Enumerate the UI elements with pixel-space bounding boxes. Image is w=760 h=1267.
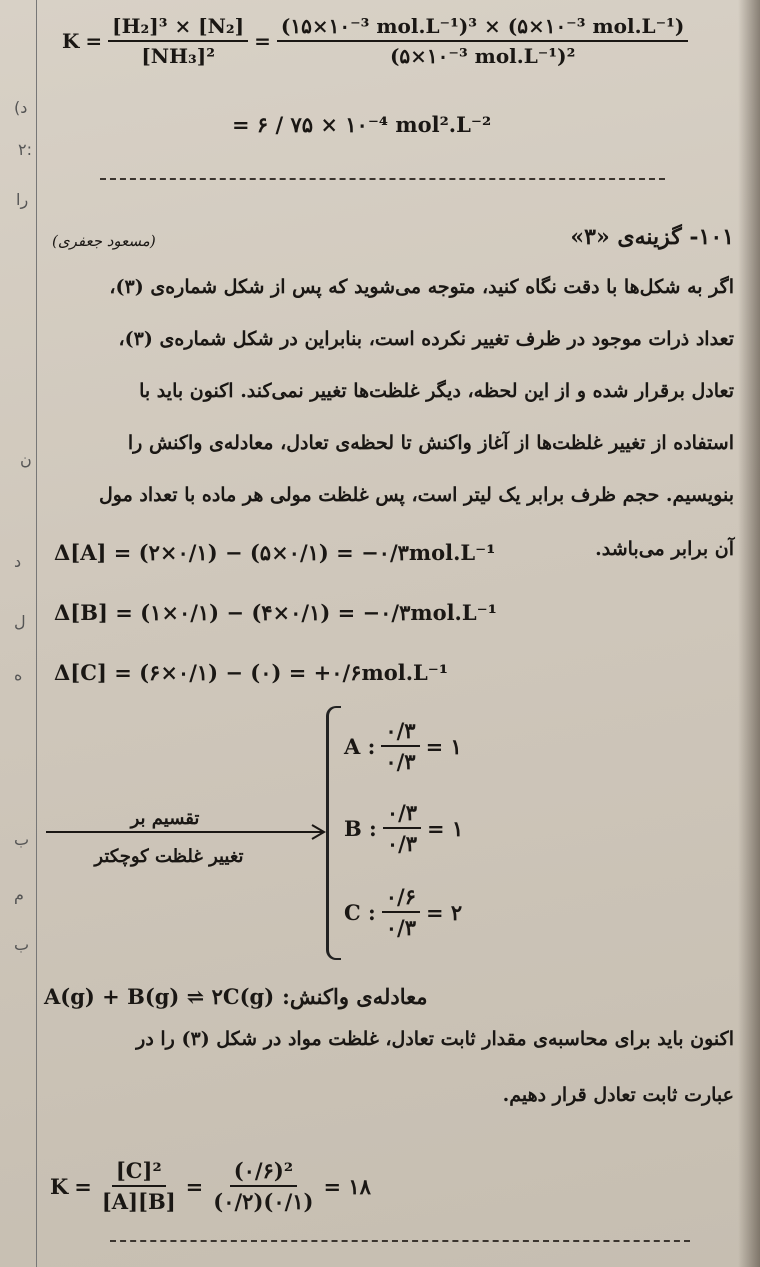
reaction-equation: A(g) + B(g) ⇌ ۲C(g) [44,984,275,1009]
fraction-numerator: [H₂]³ × [N₂] [108,14,248,42]
fraction-numerator: (۰/۶)² [230,1158,297,1187]
dashed-divider [100,178,665,180]
fraction-numerator: ۰/۶ [382,884,420,913]
fraction-values [277,14,688,68]
ratio-result: = ۲ [426,899,463,925]
margin-mark: ه [14,665,23,684]
k-symbol: K [62,29,80,53]
fraction-denominator: [A][B] [101,1189,176,1214]
k-symbol: K [50,1173,69,1199]
margin-mark: ن [20,450,32,469]
reaction-label: معادله‌ی واکنش: [282,984,428,1009]
fraction-concentrations [108,14,248,68]
equilibrium-constant-equation-1: K = $\frac{\text{[H₂]³ × [N₂]}}{\text{[NH₃]²}}$ = $\frac{\text{(۱۵×۱۰⁻³ mol.L⁻¹)³ × (۵×۱۰⁻³ mol.L⁻¹)}}{\text{(۵×۱۰⁻³ mol.L⁻¹)²}}$ [62,14,688,68]
arrow-caption-bottom: تغییر غلظت کوچکتر [94,846,244,867]
author-credit: (مسعود جعفری) [52,232,156,250]
equilibrium-constant-equation-2: K = $\frac{\text{[C]²}}{[A][B]}$ = $\frac{\text{(۰/۶)²}}{(۰/۲)(۰/۱)}$ = ۱۸ [50,1158,371,1214]
arrow-caption-top: تقسیم بر [130,808,200,829]
fraction-denominator: ۰/۳ [385,749,416,774]
k-final-result: = ۱۸ [323,1173,371,1199]
margin-mark: ل [14,612,26,631]
margin-mark: م [14,885,24,904]
margin-mark: ۲: [18,140,32,159]
paragraph-line: اگر به شکل‌ها با دقت نگاه کنید، متوجه می‌شوید که پس از شکل شماره‌ی (۳)، [109,276,734,298]
paragraph-line: آن برابر می‌باشد. [595,538,734,560]
delta-c-equation: Δ[C] = (۶×۰/۱) − (۰) = +۰/۶mol.L⁻¹ [54,660,449,685]
left-brace [326,706,341,960]
margin-mark: ب [14,935,30,954]
page-edge-shadow [738,0,760,1267]
delta-a-equation: Δ[A] = (۲×۰/۱) − (۵×۰/۱) = −۰/۳mol.L⁻¹ [54,540,496,565]
paragraph-line: بنویسیم. حجم ظرف برابر یک لیتر است، پس غلظت مولی هر ماده با تعداد مول [99,484,734,506]
margin-mark: را [16,190,29,209]
fraction-numerator: ۰/۳ [383,800,421,829]
margin-mark: (د [14,98,28,117]
dashed-divider [110,1240,690,1242]
species-label: C : [344,899,376,925]
closing-line: عبارت ثابت تعادل قرار دهیم. [502,1084,734,1106]
fraction-numerator: ۰/۳ [381,718,419,747]
fraction-numerator: (۱۵×۱۰⁻³ mol.L⁻¹)³ × (۵×۱۰⁻³ mol.L⁻¹) [277,14,688,42]
ratio-row-a [344,718,462,774]
paragraph-line: تعداد ذرات موجود در ظرف تغییر نکرده است، بنابراین در شکل شماره‌ی (۳)، [118,328,734,350]
right-arrow-icon [44,822,330,842]
species-label: B : [344,815,377,841]
reaction-equation-line [44,984,428,1009]
fraction-numerator: [C]² [112,1158,166,1187]
fraction-denominator: (۵×۱۰⁻³ mol.L⁻¹)² [389,44,576,68]
paragraph-line: تعادل برقرار شده و از این لحظه، دیگر غلظت‌ها تغییر نمی‌کند. اکنون باید با [139,380,734,402]
column-rule [36,0,37,1267]
fraction-denominator: ۰/۳ [386,831,418,856]
ratio-row-c [344,884,462,940]
ratio-result: = ۱ [427,815,464,841]
margin-mark: ب [14,830,30,849]
k-result: = ۶ / ۷۵ × ۱۰⁻⁴ mol².L⁻² [232,112,492,137]
species-label: A : [344,733,376,759]
paragraph-line: استفاده از تغییر غلظت‌ها از آغاز واکنش تا لحظه‌ی تعادل، معادله‌ی واکنش را [127,432,734,454]
delta-b-equation: Δ[B] = (۱×۰/۱) − (۴×۰/۱) = −۰/۳mol.L⁻¹ [54,600,497,625]
fraction-denominator: (۰/۲)(۰/۱) [213,1189,314,1214]
closing-line: اکنون باید برای محاسبه‌ی مقدار ثابت تعادل، غلظت مواد در شکل (۳) را در [136,1028,734,1050]
ratio-result: = ۱ [425,733,462,759]
fraction-denominator: [NH₃]² [141,44,215,68]
fraction-denominator: ۰/۳ [385,915,417,940]
ratio-row-b [344,800,463,856]
margin-mark: د [14,552,22,571]
answer-heading: ۱۰۱- گزینه‌ی «۳» [570,224,734,250]
